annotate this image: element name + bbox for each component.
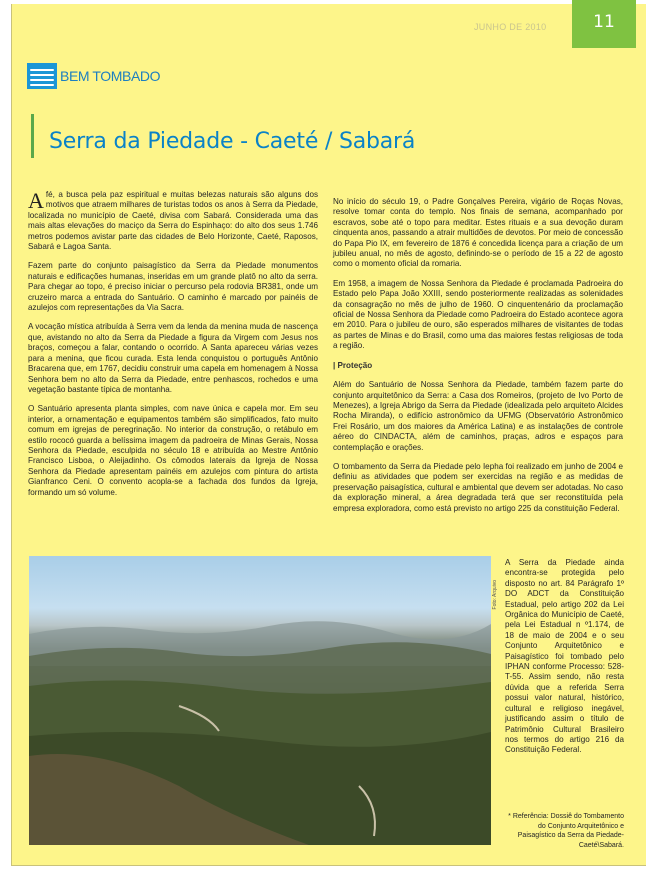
paragraph: Em 1958, a imagem de Nossa Senhora da Piedade é proclamada Padroeira do Estado pelo Papa João XXIII, sendo posteriormente realizadas as solenidades da consagração no mês de julho de 1960. O cinquentenário da proclamação oficial de Nossa Senhora da Piedade como Padroeira do Estado acontece agora em 2010. Para o jubileu de ouro, são esperados milhares de visitantes de todas as partes de Minas e do Brasil, como uma das maiores festas religiosas de toda a região.: [333, 278, 623, 351]
left-column: [28, 190, 318, 507]
paragraph: Fazem parte do conjunto paisagístico da Serra da Piedade monumentos naturais e edificações humanas, inseridas em um grande platô no alto da serra. Para chegar ao topo, é preciso iniciar o percurso pela rodovia BR381, onde um cruzeiro marca a entrada do Santuário. O caminho é marcado por painéis de azulejos com representações da Via Sacra.: [28, 261, 318, 313]
reference-footnote: * Referência: Dossiê do Tombamento do Conjunto Arquitetônico e Paisagístico da Serra da Piedade-Caeté\Sabará.: [508, 813, 624, 849]
section-name: BEM TOMBADO: [60, 68, 161, 84]
section-logo: [27, 63, 160, 89]
issue-date: JUNHO DE 2010: [474, 22, 547, 32]
paragraph: No início do século 19, o Padre Gonçalves Pereira, vigário de Roças Novas, resolve tomar conta do templo. Nos finais de semana, acompanhado por escravos, sobe até o topo para meditar. Estes rituais e a sua devoção duram cinquenta anos, passando a atrair multidões de devotos. Por meio de concessão do Papa Pio IX, em fevereiro de 1876 é concedida licença para a criação de um jubileu anual, no mês de agosto, definindo-se o período de 15 a 22 de agosto como o momento oficial da romaria.: [333, 197, 623, 269]
paragraph: A vocação mística atribuída à Serra vem da lenda da menina muda de nascença que, avistando no alto da Serra da Piedade a figura da Virgem com Jesus nos braços, começou a falar, contando o ocorrido. A Santa apareceu várias vezes para a menina, que ficou curada. Esta lenda conquistou o português Antônio Bracarena que, em 1767, decidiu construir uma capela em homenagem à Nossa Senhora bem no alto da Serra da Piedade, entre penhascos, rochedos e uma vegetação bastante típica de montanha.: [28, 322, 318, 394]
subheading: | Proteção: [333, 360, 373, 370]
page-number: 11: [572, 0, 636, 48]
dropcap: A: [28, 188, 44, 213]
sidebar-text: A Serra da Piedade ainda encontra-se protegida pelo disposto no art. 84 Parágrafo 1º DO ADCT da Constituição Estadual, pelo artigo 202 da Lei Orgânica do Município de Caeté, pela Lei Estadual n º1.174, de 18 de maio de 2004 e o seu Conjunto Arquitetônico e Paisagístico foi tombado pelo IPHAN conforme Processo: 528-T-55. Assim sendo, não resta dúvida que a referida Serra possui valor natural, histórico, cultural e religioso inegável, justificando assim o título de Patrimônio Cultural Brasileiro nos termos do artigo 216 da Constituição Federal.: [505, 558, 624, 755]
photo-credit: Foto: Arquivo: [492, 580, 498, 610]
paragraph: O Santuário apresenta planta simples, com nave única e capela mor. Em seu interior, a ornamentação e equipamentos também são simplificados, fato muito comum em igrejas de peregrinação. No interior da construção, o retábulo em estilo rococó guarda a belíssima imagem da padroeira de Minas Gerais, Nossa Senhora da Piedade, esculpida no século 18 e atribuída ao Mestre Antônio Francisco Lisboa, o Aleijadinho. Os cômodos laterais da Igreja de Nossa Senhora da Piedade apresentam painéis em azulejos com pintura do artista Gianfranco Ceni. O convento acopla-se a fachada dos fundos da Igreja, formando um só volume.: [28, 404, 318, 497]
paragraph: A fé, a busca pela paz espiritual e muitas belezas naturais são alguns dos motivos que atraem milhares de turistas todos os anos à Serra da Piedade, localizada no município de Caeté, divisa com Sabará. Considerada uma das mais altas elevações do maciço da Serra do Espinhaço: do alto dos seus 1.746 metros podemos avistar parte das cidades de Belo Horizonte, Caeté, Raposos, Sabará e Lagoa Santa.: [28, 188, 318, 252]
article-title: Serra da Piedade - Caeté / Sabará: [49, 129, 416, 154]
right-column: [333, 197, 623, 523]
paragraph: O tombamento da Serra da Piedade pelo Iepha foi realizado em junho de 2004 e definiu as atividades que podem ser exercidas na região e as medidas de preservação paisagística, cultural e ambiental que devem ser adotadas. No caso da exploração mineral, a área degradada terá que ser reconstituída pela empresa exploradora, como está previsto no artigo 225 da constituição Federal.: [333, 461, 623, 513]
mountain-landscape-image: [29, 556, 491, 845]
title-accent-bar: [31, 114, 34, 158]
bem-tombado-logo-icon: [27, 63, 57, 89]
landscape-photo: [29, 556, 491, 845]
paragraph: Além do Santuário de Nossa Senhora da Piedade, também fazem parte do conjunto arquitetônico da Serra: a Casa dos Romeiros, (projeto de Ivo Porto de Menezes), a Igreja Abrigo da Serra da Piedade (idealizada pelo arquiteto Alcides Rocha Miranda), o edifício astronômico da UFMG (Observatório Astronômico Frei Rosário, um dos maiores da América Latina) e as instalações de controle aéreo do CINDACTA, além de caminhos, praças, adros e espaços para contemplação e orações.: [333, 380, 623, 452]
